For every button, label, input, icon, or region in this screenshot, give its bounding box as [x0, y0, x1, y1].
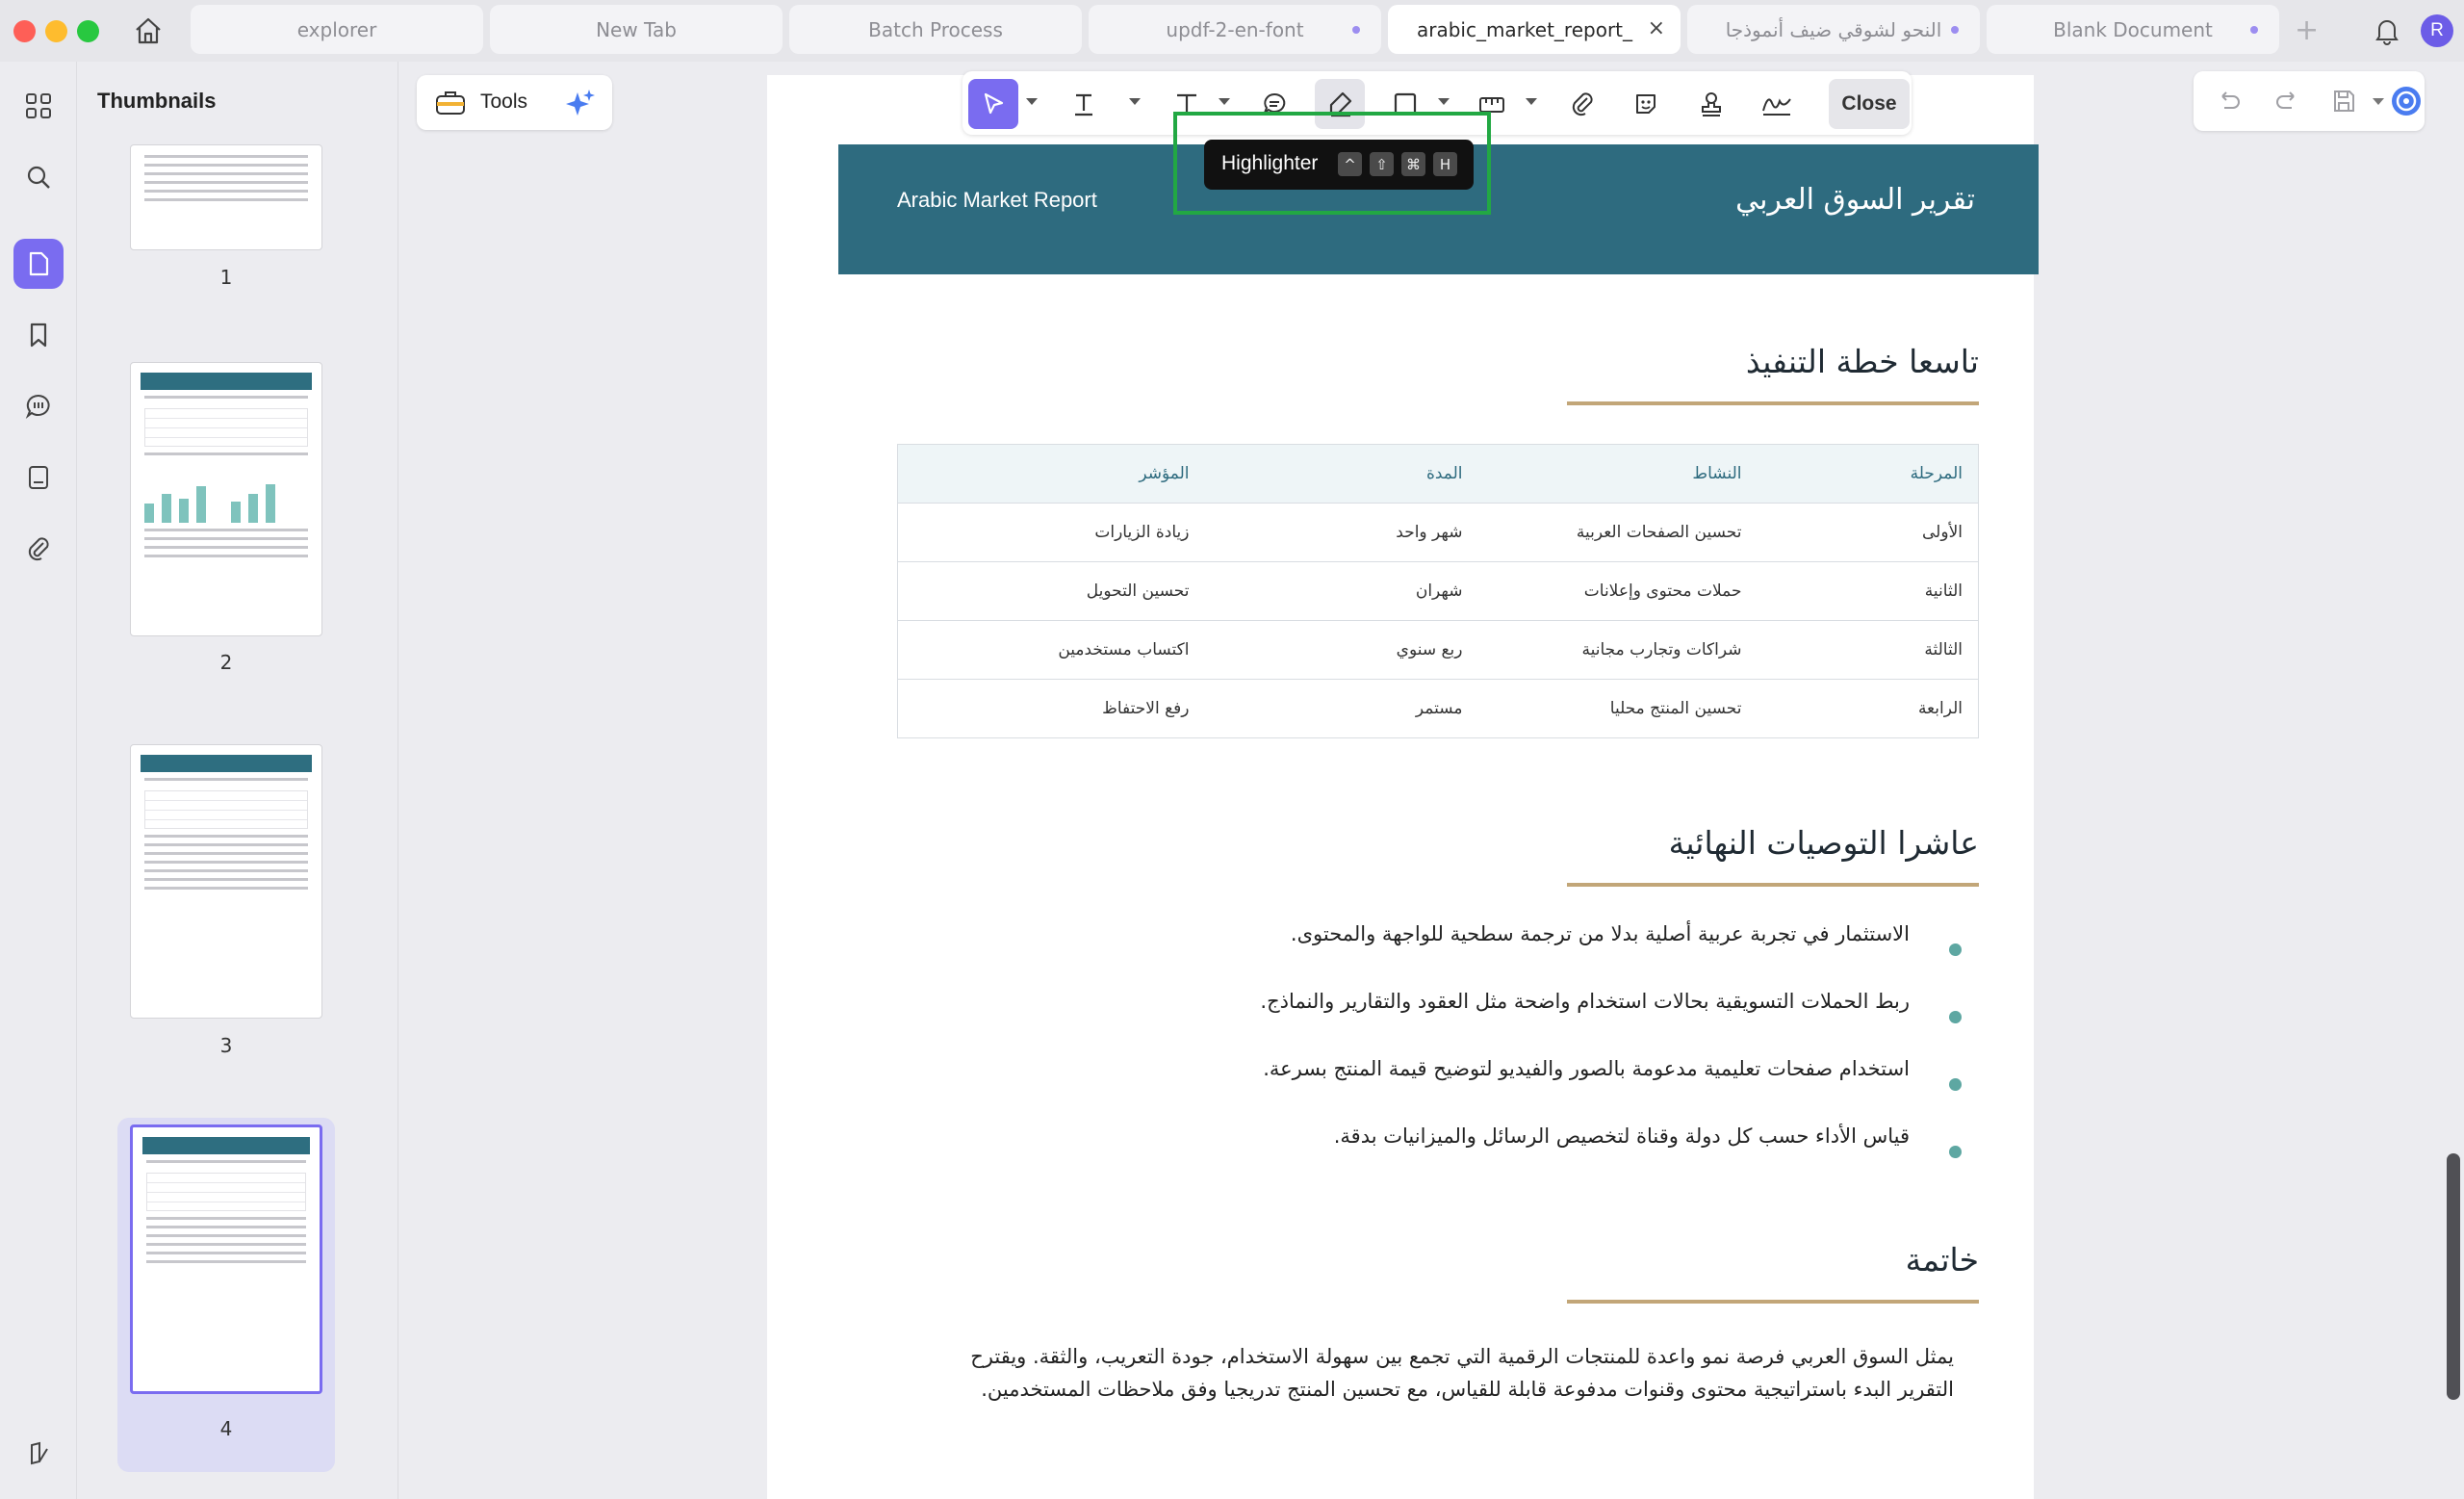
close-label: Close [1841, 92, 1897, 115]
ctrl-key: ^ [1338, 152, 1362, 176]
tools-button[interactable] [417, 75, 612, 130]
left-rail [0, 62, 77, 1499]
table-header-cell: المؤشر [898, 445, 1219, 504]
tab-updf-font[interactable] [1089, 5, 1381, 54]
layers-icon[interactable] [13, 1429, 64, 1479]
section-rule [1567, 1300, 1979, 1304]
section-rule [1567, 883, 1979, 887]
sticker-icon[interactable] [1621, 79, 1671, 129]
table-cell: ربع سنوي [1219, 621, 1478, 680]
tab-blank-document[interactable] [1987, 5, 2279, 54]
shift-key: ⇧ [1370, 152, 1394, 176]
table-row [898, 504, 1979, 562]
recommendations-list [1155, 915, 2002, 1184]
tab-label: New Tab [596, 17, 677, 41]
tools-label: Tools [480, 90, 528, 113]
stamp-icon[interactable] [1686, 79, 1736, 129]
implementation-table [897, 444, 1979, 738]
bell-icon[interactable] [2370, 13, 2404, 48]
table-header-row [898, 445, 1979, 504]
table-cell: حملات محتوى وإعلانات [1478, 562, 1758, 621]
list-item [1155, 915, 2002, 982]
document-scrollbar[interactable] [2447, 1153, 2460, 1400]
table-cell: شراكات وتجارب مجانية [1478, 621, 1758, 680]
text-insert-icon[interactable] [1059, 79, 1109, 129]
unsaved-dot-icon [1352, 26, 1360, 34]
list-item-text: الاستثمار في تجربة عربية أصلية بدلا من ترجمة سطحية للواجهة والمحتوى. [1290, 922, 1910, 945]
thumbnails-icon[interactable] [13, 239, 64, 289]
table-cell: رفع الاحتفاظ [898, 680, 1219, 738]
table-cell: الرابعة [1758, 680, 1979, 738]
bullet-icon [1949, 1146, 1962, 1158]
report-title-ar: تقرير السوق العربي [1735, 183, 1975, 217]
tab-label: arabic_market_report_ [1416, 17, 1633, 41]
toolbox-icon [434, 89, 467, 121]
new-tab-button[interactable]: + [2295, 13, 2320, 47]
unsaved-dot-icon [1951, 26, 1959, 34]
section-title-implementation: تاسعا خطة التنفيذ [1745, 343, 1979, 380]
thumbnail-number: 1 [219, 266, 233, 289]
pages-icon[interactable] [13, 452, 64, 503]
conclusion-paragraph [895, 1340, 1954, 1406]
window-minimize-button[interactable] [45, 20, 67, 42]
tab-explorer[interactable] [191, 5, 483, 54]
tab-arabic-document[interactable] [1687, 5, 1980, 54]
list-item [1155, 1117, 2002, 1184]
avatar-letter: R [2430, 20, 2444, 40]
table-cell: الثانية [1758, 562, 1979, 621]
table-cell: شهران [1219, 562, 1478, 621]
table-header-cell: النشاط [1478, 445, 1758, 504]
thumbnail-number: 4 [219, 1417, 233, 1440]
table-cell: اكتساب مستخدمين [898, 621, 1219, 680]
thumbnail-page-2[interactable] [130, 362, 322, 636]
pdf-page [767, 75, 2034, 1499]
h-key: H [1433, 152, 1457, 176]
chevron-down-icon[interactable] [1129, 98, 1141, 105]
thumbnails-panel [78, 62, 398, 1499]
bullet-icon [1949, 1011, 1962, 1023]
thumbnail-page-3[interactable] [130, 744, 322, 1019]
tab-label: updf-2-en-font [1166, 17, 1304, 41]
unsaved-dot-icon [2250, 26, 2258, 34]
signature-icon[interactable] [1752, 79, 1802, 129]
search-icon[interactable] [13, 152, 64, 202]
thumbnail-page-4[interactable] [130, 1124, 322, 1394]
tab-batch-process[interactable] [789, 5, 1082, 54]
bullet-icon [1949, 1078, 1962, 1091]
section-title-conclusion: خاتمة [1905, 1241, 1979, 1279]
command-key: ⌘ [1401, 152, 1425, 176]
redo-icon[interactable] [2272, 87, 2301, 119]
thumbnail-number: 3 [219, 1034, 233, 1057]
thumbnail-number: 2 [219, 651, 233, 674]
list-item-text: استخدام صفحات تعليمية مدعومة بالصور والفيديو لتوضيح قيمة المنتج بسرعة. [1263, 1057, 1910, 1080]
chevron-down-icon[interactable] [1219, 98, 1230, 105]
list-item [1155, 1049, 2002, 1117]
undo-icon[interactable] [2215, 87, 2244, 119]
tab-label: Batch Process [868, 17, 1003, 41]
chevron-down-icon[interactable] [1026, 98, 1038, 105]
attachment-icon[interactable] [13, 524, 64, 574]
table-cell: تحسين المنتج محليا [1478, 680, 1758, 738]
table-cell: زيادة الزيارات [898, 504, 1219, 562]
list-item-text: ربط الحملات التسويقية بحالات استخدام واضحة مثل العقود والتقارير والنماذج. [1260, 990, 1910, 1013]
bookmark-icon[interactable] [13, 310, 64, 360]
tooltip-label: Highlighter [1221, 152, 1319, 174]
table-cell: الأولى [1758, 504, 1979, 562]
conclusion-line: التقرير البدء باستراتيجية محتوى وقنوات مدفوعة قابلة للقياس، مع تحسين المنتج تدريجيا وفق ملاحظات المستخدمين. [981, 1378, 1954, 1401]
table-row [898, 680, 1979, 738]
panel-title: Thumbnails [97, 89, 217, 113]
save-icon[interactable] [2329, 87, 2358, 119]
table-cell: تحسين التحويل [898, 562, 1219, 621]
table-header-cell: المدة [1219, 445, 1478, 504]
grid-icon[interactable] [13, 81, 64, 131]
section-rule [1567, 401, 1979, 405]
tab-arabic-market-report[interactable] [1388, 5, 1681, 54]
table-cell: تحسين الصفحات العربية [1478, 504, 1758, 562]
tab-label: explorer [296, 17, 377, 41]
chevron-down-icon[interactable] [1526, 98, 1537, 105]
tab-label: النحو لشوقي ضيف أنموذجا [1725, 17, 1942, 41]
table-row [898, 562, 1979, 621]
avatar[interactable] [2421, 14, 2453, 47]
close-tab-icon[interactable]: × [1647, 16, 1665, 40]
home-icon[interactable] [129, 13, 167, 48]
table-cell: شهر واحد [1219, 504, 1478, 562]
tab-new-tab[interactable] [490, 5, 783, 54]
table-cell: مستمر [1219, 680, 1478, 738]
tab-bar [0, 0, 2464, 62]
list-item-text: قياس الأداء حسب كل دولة وقناة لتخصيص الرسائل والميزانيات بدقة. [1333, 1124, 1910, 1148]
bullet-icon [1949, 943, 1962, 956]
table-header-cell: المرحلة [1758, 445, 1979, 504]
tab-label: Blank Document [2053, 17, 2213, 41]
comments-icon[interactable] [13, 381, 64, 431]
window-close-button[interactable] [13, 20, 36, 42]
history-save-toolbar [2194, 71, 2425, 131]
thumbnail-page-1[interactable] [130, 144, 322, 250]
window-zoom-button[interactable] [77, 20, 99, 42]
chevron-down-icon[interactable] [1438, 98, 1450, 105]
close-button[interactable] [1829, 79, 1910, 129]
report-title-en: Arabic Market Report [897, 188, 1097, 212]
ai-sparkle-icon[interactable] [563, 87, 598, 125]
chevron-down-icon[interactable] [2373, 98, 2384, 105]
table-cell: الثالثة [1758, 621, 1979, 680]
list-item [1155, 982, 2002, 1049]
ai-assistant-icon[interactable] [2390, 85, 2423, 121]
highlighter-tooltip [1204, 140, 1474, 190]
attach-file-icon[interactable] [1557, 79, 1607, 129]
select-tool-button[interactable] [968, 79, 1018, 129]
section-title-recommendations: عاشرا التوصيات النهائية [1668, 824, 1979, 862]
conclusion-line: يمثل السوق العربي فرصة نمو واعدة للمنتجات الرقمية التي تجمع بين سهولة الاستخدام، جودة التعريب، والثقة. ويقترح [970, 1345, 1954, 1368]
table-row [898, 621, 1979, 680]
